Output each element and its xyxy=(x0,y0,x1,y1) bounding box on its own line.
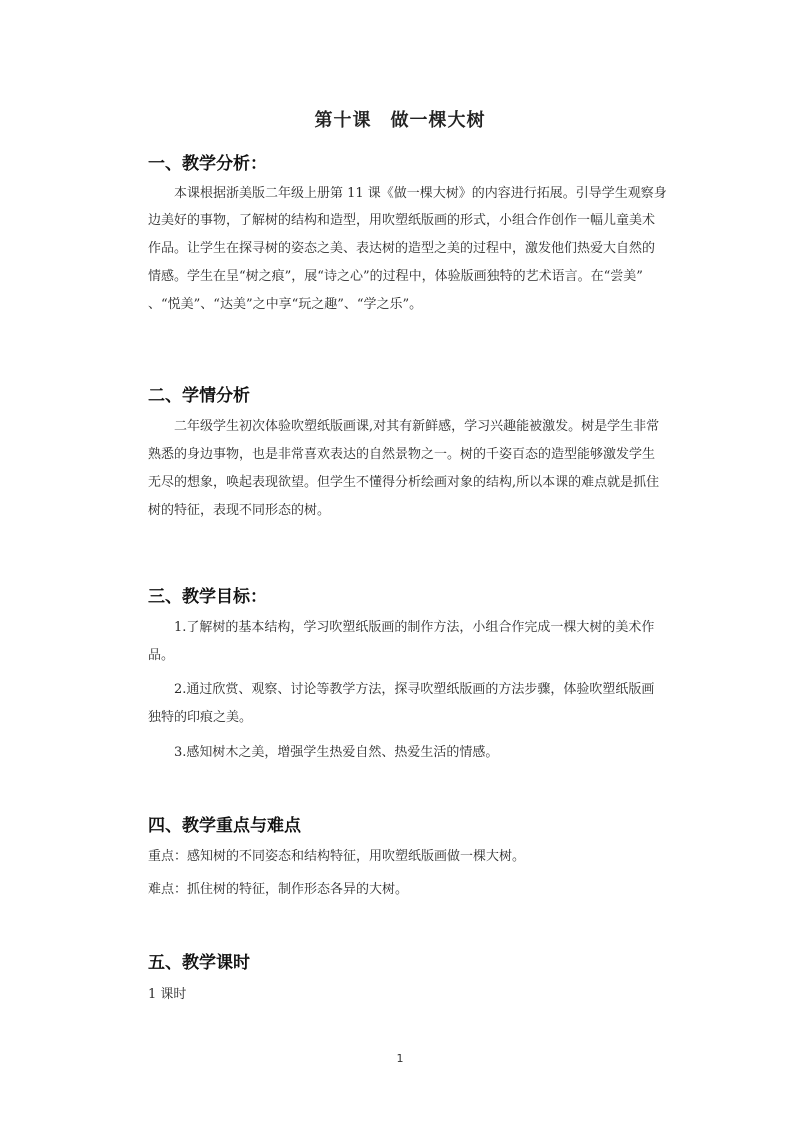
paragraph-line: 作品。让学生在探寻树的姿态之美、表达树的造型之美的过程中，激发他们热爱大自然的 xyxy=(148,241,656,256)
section-heading-objectives: 三、教学目标： xyxy=(148,587,267,607)
paragraph-line: 情感。学生在呈“树之痕”，展“诗之心”的过程中，体验版画独特的艺术语言。在“尝美” xyxy=(148,269,643,284)
section-heading-key-points: 四、教学重点与难点 xyxy=(148,816,301,836)
paragraph-line: 1.了解树的基本结构，学习吹塑纸版画的制作方法，小组合作完成一棵大树的美术作 xyxy=(148,620,655,635)
paragraph-line: 独特的印痕之美。 xyxy=(148,710,253,725)
section-heading-class-hours: 五、教学课时 xyxy=(148,953,250,973)
paragraph-line: 边美好的事物，了解树的结构和造型，用吹塑纸版画的形式，小组合作创作一幅儿童美术 xyxy=(148,213,656,228)
paragraph-line: 二年级学生初次体验吹塑纸版画课,对其有新鲜感，学习兴趣能被激发。树是学生非常 xyxy=(148,419,660,434)
paragraph-line: 熟悉的身边事物，也是非常喜欢表达的自然景物之一。树的千姿百态的造型能够激发学生 xyxy=(148,447,656,462)
paragraph-line: 1 课时 xyxy=(148,987,187,1002)
paragraph-line: 难点：抓住树的特征，制作形态各异的大树。 xyxy=(148,882,409,897)
paragraph-line: 、“悦美”、“达美”之中享“玩之趣”、“学之乐”。 xyxy=(148,297,423,312)
paragraph-line: 树的特征，表现不同形态的树。 xyxy=(148,503,331,518)
paragraph-line: 品。 xyxy=(148,648,175,663)
section-heading-analysis: 一、教学分析： xyxy=(148,154,267,174)
page-title: 第十课 做一棵大树 xyxy=(314,110,486,131)
paragraph-line: 3.感知树木之美，增强学生热爱自然、热爱生活的情感。 xyxy=(148,745,499,760)
paragraph-line: 2.通过欣赏、观察、讨论等教学方法，探寻吹塑纸版画的方法步骤，体验吹塑纸版画 xyxy=(148,682,655,697)
section-heading-learner-analysis: 二、学情分析 xyxy=(148,386,250,406)
paragraph-line: 无尽的想象，唤起表现欲望。但学生不懂得分析绘画对象的结构,所以本课的难点就是抓住 xyxy=(148,475,660,490)
paragraph-line: 重点：感知树的不同姿态和结构特征，用吹塑纸版画做一棵大树。 xyxy=(148,849,526,864)
page-number: 1 xyxy=(396,1052,404,1065)
paragraph-line: 本课根据浙美版二年级上册第 11 课《做一棵大树》的内容进行拓展。引导学生观察身 xyxy=(148,186,667,201)
